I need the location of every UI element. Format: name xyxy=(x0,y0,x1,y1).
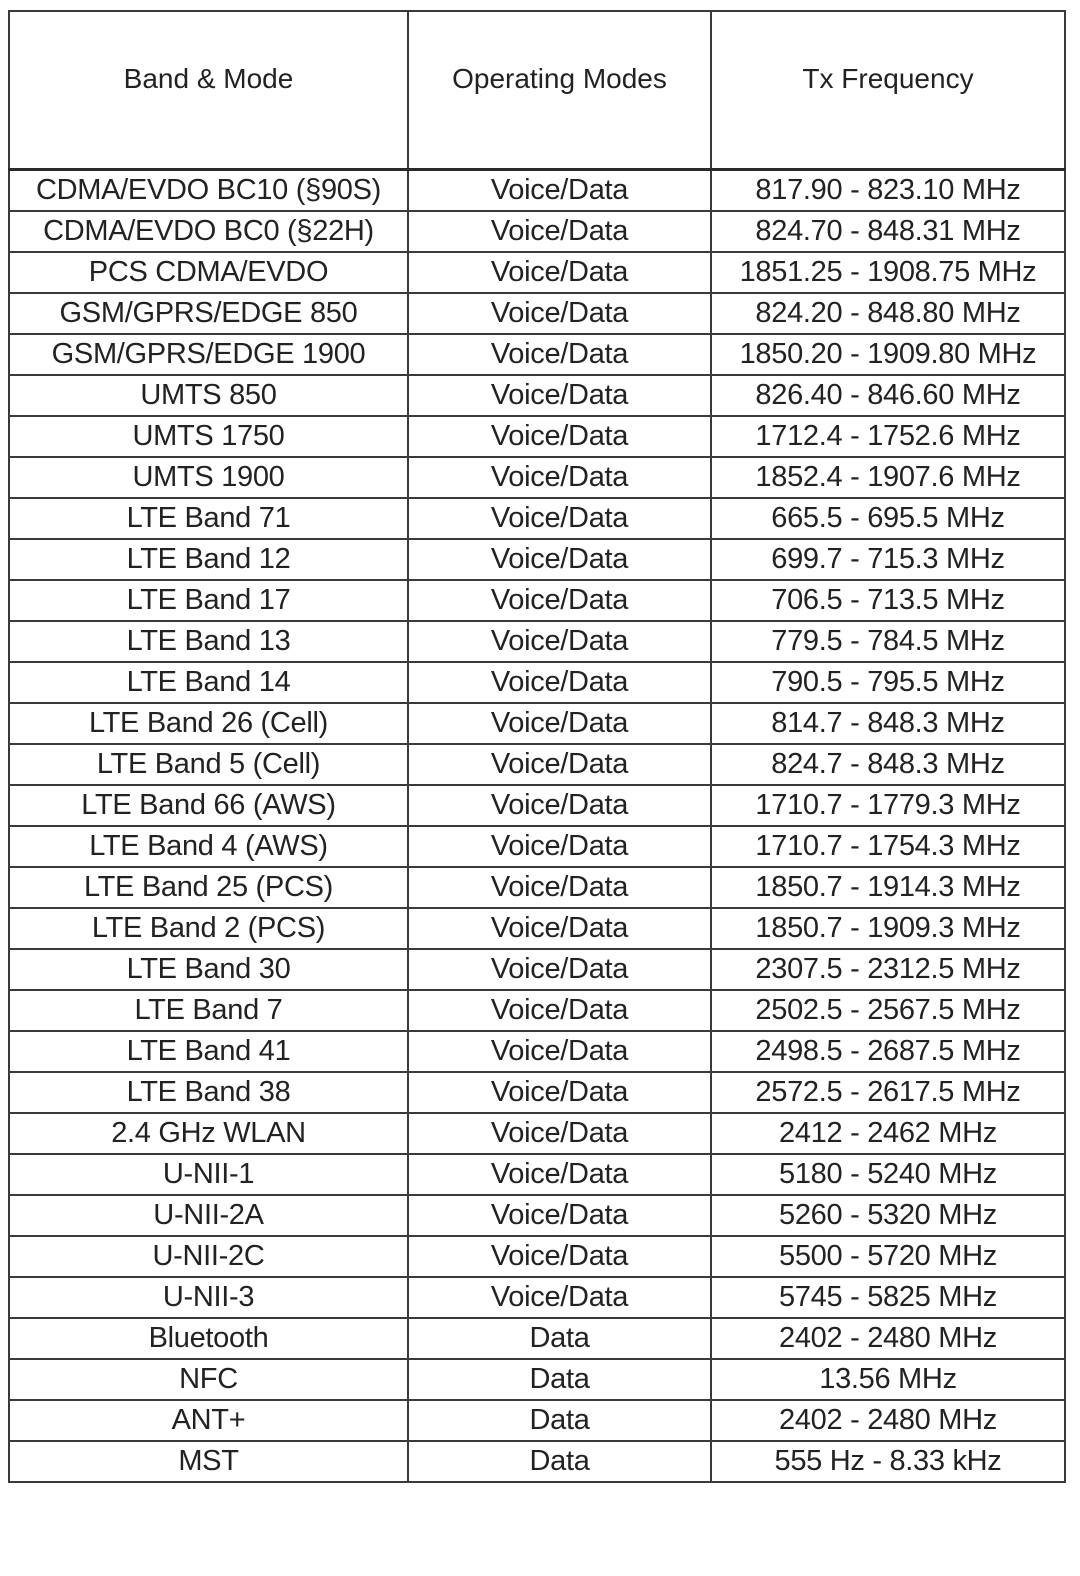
operating-mode-cell: Voice/Data xyxy=(408,1113,711,1154)
tx-frequency-cell: 824.20 - 848.80 MHz xyxy=(711,293,1065,334)
table-row xyxy=(9,1236,1065,1277)
table-row xyxy=(9,457,1065,498)
tx-frequency-cell: 1710.7 - 1754.3 MHz xyxy=(711,826,1065,867)
tx-frequency-cell: 699.7 - 715.3 MHz xyxy=(711,539,1065,580)
table-row xyxy=(9,1400,1065,1441)
operating-mode-cell: Voice/Data xyxy=(408,744,711,785)
tx-frequency-cell: 555 Hz - 8.33 kHz xyxy=(711,1441,1065,1482)
tx-frequency-cell: 2502.5 - 2567.5 MHz xyxy=(711,990,1065,1031)
band-mode-cell: LTE Band 41 xyxy=(9,1031,408,1072)
tx-frequency-cell: 2307.5 - 2312.5 MHz xyxy=(711,949,1065,990)
tx-frequency-cell: 824.7 - 848.3 MHz xyxy=(711,744,1065,785)
tx-frequency-cell: 5500 - 5720 MHz xyxy=(711,1236,1065,1277)
operating-mode-cell: Voice/Data xyxy=(408,416,711,457)
tx-frequency-cell: 2572.5 - 2617.5 MHz xyxy=(711,1072,1065,1113)
band-mode-cell: U-NII-1 xyxy=(9,1154,408,1195)
operating-mode-cell: Voice/Data xyxy=(408,1277,711,1318)
operating-mode-cell: Voice/Data xyxy=(408,662,711,703)
operating-mode-cell: Voice/Data xyxy=(408,826,711,867)
tx-frequency-cell: 826.40 - 846.60 MHz xyxy=(711,375,1065,416)
operating-mode-cell: Data xyxy=(408,1441,711,1482)
band-mode-cell: LTE Band 25 (PCS) xyxy=(9,867,408,908)
table-row xyxy=(9,1154,1065,1195)
table-row xyxy=(9,1072,1065,1113)
tx-frequency-cell: 5745 - 5825 MHz xyxy=(711,1277,1065,1318)
operating-mode-cell: Voice/Data xyxy=(408,334,711,375)
tx-frequency-cell: 790.5 - 795.5 MHz xyxy=(711,662,1065,703)
tx-frequency-cell: 1852.4 - 1907.6 MHz xyxy=(711,457,1065,498)
operating-mode-cell: Voice/Data xyxy=(408,169,711,211)
band-mode-cell: LTE Band 12 xyxy=(9,539,408,580)
tx-frequency-cell: 2412 - 2462 MHz xyxy=(711,1113,1065,1154)
table-row xyxy=(9,1318,1065,1359)
header-row xyxy=(9,11,1065,169)
table-row xyxy=(9,293,1065,334)
tx-frequency-cell: 2498.5 - 2687.5 MHz xyxy=(711,1031,1065,1072)
band-mode-cell: LTE Band 5 (Cell) xyxy=(9,744,408,785)
operating-mode-cell: Voice/Data xyxy=(408,1154,711,1195)
header-band-mode: Band & Mode xyxy=(9,11,408,169)
table-row xyxy=(9,580,1065,621)
band-mode-cell: 2.4 GHz WLAN xyxy=(9,1113,408,1154)
tx-frequency-cell: 5260 - 5320 MHz xyxy=(711,1195,1065,1236)
table-row xyxy=(9,169,1065,211)
table-row xyxy=(9,1359,1065,1400)
table-row xyxy=(9,375,1065,416)
tx-frequency-cell: 779.5 - 784.5 MHz xyxy=(711,621,1065,662)
operating-mode-cell: Voice/Data xyxy=(408,293,711,334)
table-row xyxy=(9,785,1065,826)
header-tx-frequency: Tx Frequency xyxy=(711,11,1065,169)
operating-mode-cell: Voice/Data xyxy=(408,580,711,621)
tx-frequency-cell: 1851.25 - 1908.75 MHz xyxy=(711,252,1065,293)
band-mode-cell: LTE Band 4 (AWS) xyxy=(9,826,408,867)
operating-mode-cell: Voice/Data xyxy=(408,949,711,990)
operating-mode-cell: Data xyxy=(408,1359,711,1400)
table-row xyxy=(9,990,1065,1031)
frequency-table xyxy=(8,10,1066,1483)
tx-frequency-cell: 5180 - 5240 MHz xyxy=(711,1154,1065,1195)
table-row xyxy=(9,539,1065,580)
tx-frequency-cell: 1712.4 - 1752.6 MHz xyxy=(711,416,1065,457)
band-mode-cell: LTE Band 66 (AWS) xyxy=(9,785,408,826)
band-mode-cell: U-NII-2A xyxy=(9,1195,408,1236)
band-mode-cell: ANT+ xyxy=(9,1400,408,1441)
table-row xyxy=(9,498,1065,539)
table-row xyxy=(9,211,1065,252)
table-row xyxy=(9,1441,1065,1482)
operating-mode-cell: Voice/Data xyxy=(408,621,711,662)
band-mode-cell: LTE Band 71 xyxy=(9,498,408,539)
operating-mode-cell: Data xyxy=(408,1400,711,1441)
tx-frequency-cell: 824.70 - 848.31 MHz xyxy=(711,211,1065,252)
tx-frequency-cell: 665.5 - 695.5 MHz xyxy=(711,498,1065,539)
band-mode-cell: UMTS 1900 xyxy=(9,457,408,498)
table-row xyxy=(9,1113,1065,1154)
band-mode-cell: U-NII-3 xyxy=(9,1277,408,1318)
tx-frequency-cell: 2402 - 2480 MHz xyxy=(711,1400,1065,1441)
tx-frequency-cell: 2402 - 2480 MHz xyxy=(711,1318,1065,1359)
table-row xyxy=(9,621,1065,662)
operating-mode-cell: Voice/Data xyxy=(408,1031,711,1072)
table-row xyxy=(9,867,1065,908)
table-row xyxy=(9,949,1065,990)
table-row xyxy=(9,703,1065,744)
band-mode-cell: CDMA/EVDO BC10 (§90S) xyxy=(9,169,408,211)
table-row xyxy=(9,334,1065,375)
operating-mode-cell: Voice/Data xyxy=(408,908,711,949)
table-row xyxy=(9,1031,1065,1072)
band-mode-cell: UMTS 1750 xyxy=(9,416,408,457)
table-body xyxy=(9,169,1065,1482)
operating-mode-cell: Voice/Data xyxy=(408,867,711,908)
operating-mode-cell: Voice/Data xyxy=(408,252,711,293)
band-mode-cell: UMTS 850 xyxy=(9,375,408,416)
table-header xyxy=(9,11,1065,169)
tx-frequency-cell: 1850.7 - 1909.3 MHz xyxy=(711,908,1065,949)
band-mode-cell: LTE Band 14 xyxy=(9,662,408,703)
band-mode-cell: GSM/GPRS/EDGE 1900 xyxy=(9,334,408,375)
operating-mode-cell: Voice/Data xyxy=(408,785,711,826)
band-mode-cell: LTE Band 26 (Cell) xyxy=(9,703,408,744)
table-row xyxy=(9,1195,1065,1236)
tx-frequency-cell: 706.5 - 713.5 MHz xyxy=(711,580,1065,621)
tx-frequency-cell: 817.90 - 823.10 MHz xyxy=(711,169,1065,211)
operating-mode-cell: Voice/Data xyxy=(408,1236,711,1277)
header-operating-modes: Operating Modes xyxy=(408,11,711,169)
band-mode-cell: LTE Band 38 xyxy=(9,1072,408,1113)
band-mode-cell: LTE Band 17 xyxy=(9,580,408,621)
band-mode-cell: LTE Band 13 xyxy=(9,621,408,662)
table-row xyxy=(9,908,1065,949)
band-mode-cell: NFC xyxy=(9,1359,408,1400)
tx-frequency-cell: 13.56 MHz xyxy=(711,1359,1065,1400)
band-mode-cell: Bluetooth xyxy=(9,1318,408,1359)
band-mode-cell: MST xyxy=(9,1441,408,1482)
operating-mode-cell: Voice/Data xyxy=(408,1072,711,1113)
operating-mode-cell: Voice/Data xyxy=(408,990,711,1031)
band-mode-cell: GSM/GPRS/EDGE 850 xyxy=(9,293,408,334)
operating-mode-cell: Voice/Data xyxy=(408,457,711,498)
tx-frequency-cell: 1850.7 - 1914.3 MHz xyxy=(711,867,1065,908)
operating-mode-cell: Voice/Data xyxy=(408,375,711,416)
band-mode-cell: PCS CDMA/EVDO xyxy=(9,252,408,293)
table-row xyxy=(9,1277,1065,1318)
tx-frequency-cell: 814.7 - 848.3 MHz xyxy=(711,703,1065,744)
band-mode-cell: U-NII-2C xyxy=(9,1236,408,1277)
operating-mode-cell: Data xyxy=(408,1318,711,1359)
table-row xyxy=(9,416,1065,457)
band-mode-cell: LTE Band 30 xyxy=(9,949,408,990)
band-mode-cell: LTE Band 2 (PCS) xyxy=(9,908,408,949)
tx-frequency-cell: 1710.7 - 1779.3 MHz xyxy=(711,785,1065,826)
operating-mode-cell: Voice/Data xyxy=(408,539,711,580)
operating-mode-cell: Voice/Data xyxy=(408,211,711,252)
operating-mode-cell: Voice/Data xyxy=(408,703,711,744)
table-row xyxy=(9,744,1065,785)
operating-mode-cell: Voice/Data xyxy=(408,498,711,539)
table-row xyxy=(9,662,1065,703)
tx-frequency-cell: 1850.20 - 1909.80 MHz xyxy=(711,334,1065,375)
band-mode-cell: LTE Band 7 xyxy=(9,990,408,1031)
operating-mode-cell: Voice/Data xyxy=(408,1195,711,1236)
table-row xyxy=(9,826,1065,867)
band-mode-cell: CDMA/EVDO BC0 (§22H) xyxy=(9,211,408,252)
table-row xyxy=(9,252,1065,293)
